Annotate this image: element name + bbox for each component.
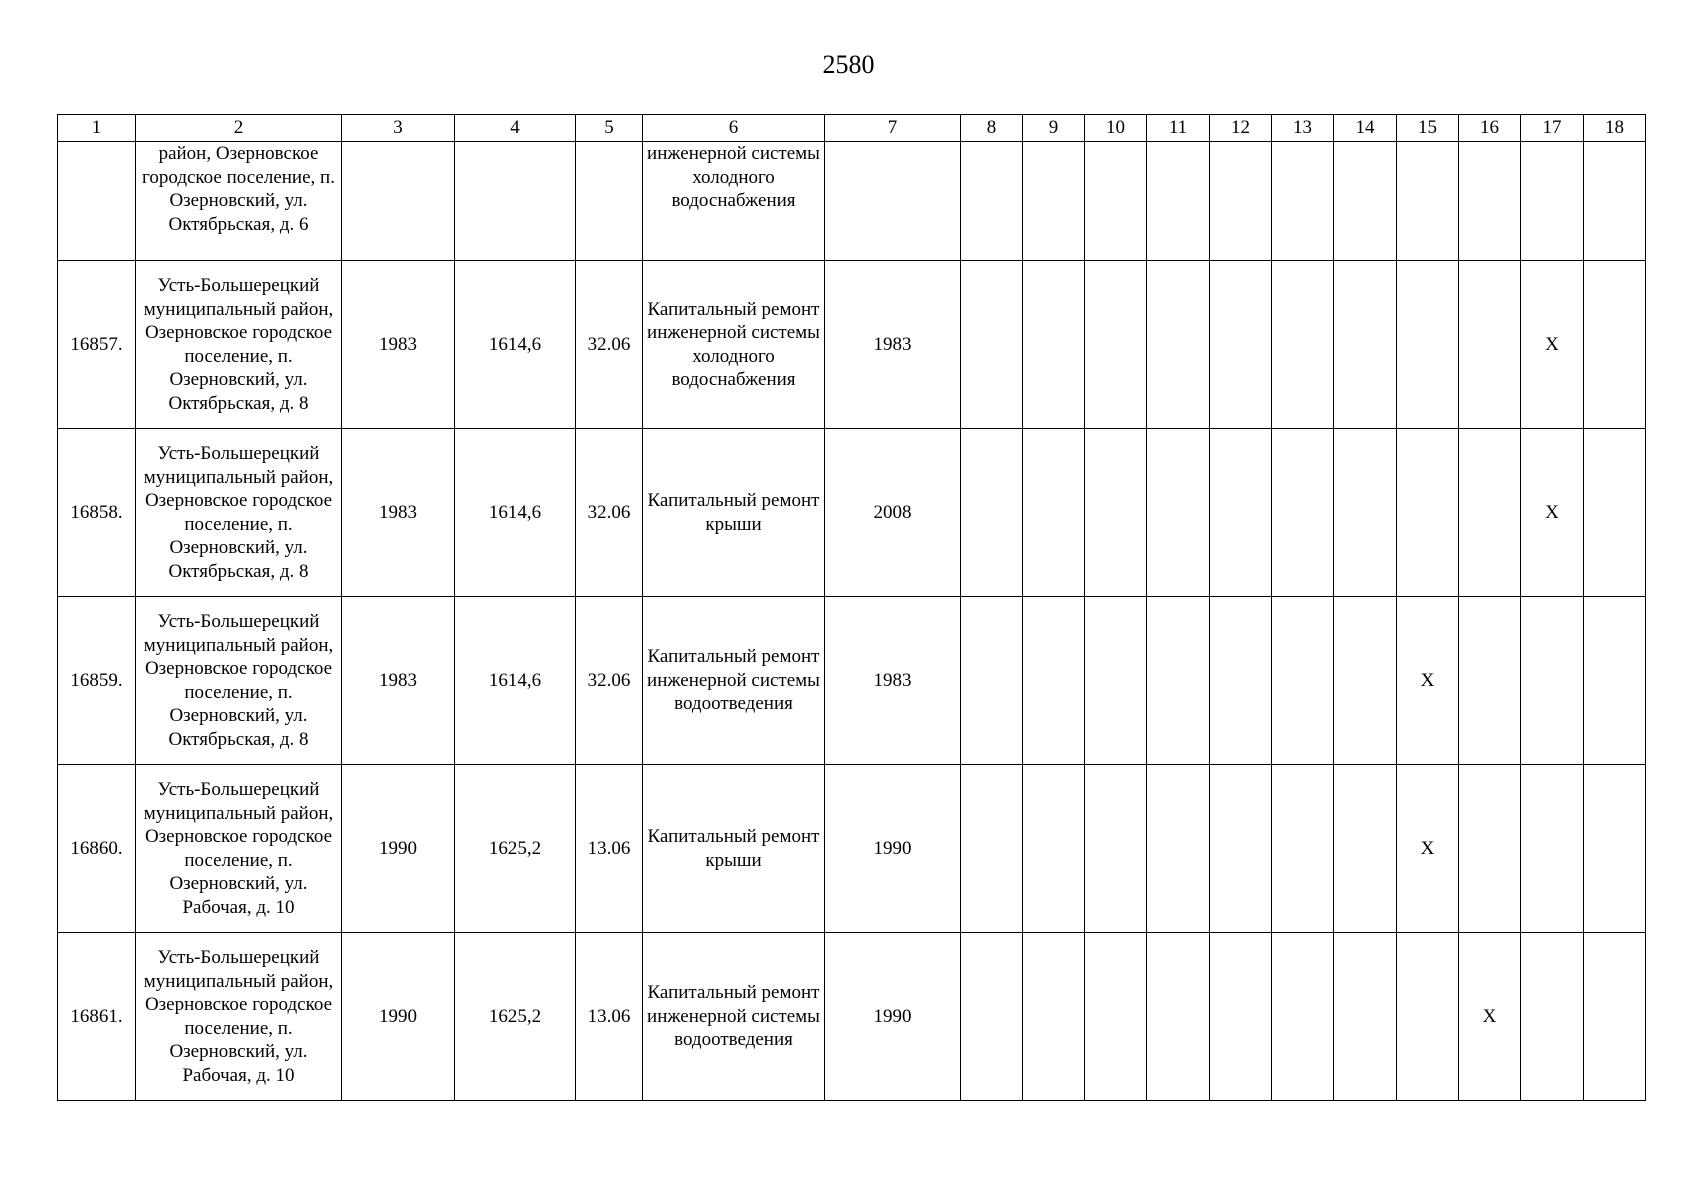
mark-cell [1272, 933, 1334, 1101]
area-cell: 1614,6 [455, 597, 576, 765]
mark-cell [1521, 142, 1584, 261]
address-cell: Усть-Большерецкий муниципальный район, Озерновское городское поселение, п. Озерновский, ул. Октябрьская, д. 8 [136, 597, 342, 765]
mark-cell [1584, 429, 1646, 597]
mark-cell [1334, 142, 1397, 261]
mark-cell [1210, 933, 1272, 1101]
mark-cell [1210, 597, 1272, 765]
work-type-cell: Капитальный ремонт инженерной системы водоотведения [643, 933, 825, 1101]
code-cell: 13.06 [576, 933, 643, 1101]
mark-cell [961, 765, 1023, 933]
code-cell: 13.06 [576, 765, 643, 933]
column-header: 14 [1334, 115, 1397, 142]
mark-cell [961, 261, 1023, 429]
mark-cell [1521, 765, 1584, 933]
column-header: 4 [455, 115, 576, 142]
address-cell: район, Озерновское городское поселение, п. Озерновский, ул. Октябрьская, д. 6 [136, 142, 342, 261]
table-row [58, 933, 1646, 1101]
mark-cell [1147, 597, 1210, 765]
table-row [58, 429, 1646, 597]
mark-cell [1397, 429, 1459, 597]
year-built-cell: 1983 [342, 429, 455, 597]
mark-cell [1397, 261, 1459, 429]
mark-cell: X [1459, 933, 1521, 1101]
mark-cell [1023, 765, 1085, 933]
year-built-cell: 1983 [342, 597, 455, 765]
work-year-cell: 1983 [825, 597, 961, 765]
mark-cell: X [1397, 765, 1459, 933]
column-header: 7 [825, 115, 961, 142]
column-header: 18 [1584, 115, 1646, 142]
row-number-cell: 16858. [58, 429, 136, 597]
mark-cell [1459, 765, 1521, 933]
work-type-cell: инженерной системы холодного водоснабжения [643, 142, 825, 261]
area-cell [455, 142, 576, 261]
mark-cell [1085, 933, 1147, 1101]
mark-cell [1521, 933, 1584, 1101]
column-header: 2 [136, 115, 342, 142]
address-cell: Усть-Большерецкий муниципальный район, Озерновское городское поселение, п. Озерновский, ул. Рабочая, д. 10 [136, 933, 342, 1101]
mark-cell [1147, 142, 1210, 261]
area-cell: 1614,6 [455, 261, 576, 429]
work-year-cell: 1990 [825, 765, 961, 933]
address-cell: Усть-Большерецкий муниципальный район, Озерновское городское поселение, п. Озерновский, ул. Рабочая, д. 10 [136, 765, 342, 933]
mark-cell [961, 142, 1023, 261]
address-cell: Усть-Большерецкий муниципальный район, Озерновское городское поселение, п. Озерновский, ул. Октябрьская, д. 8 [136, 261, 342, 429]
mark-cell [1085, 429, 1147, 597]
mark-cell [1085, 765, 1147, 933]
address-cell: Усть-Большерецкий муниципальный район, Озерновское городское поселение, п. Озерновский, ул. Октябрьская, д. 8 [136, 429, 342, 597]
mark-cell [1334, 261, 1397, 429]
area-cell: 1614,6 [455, 429, 576, 597]
mark-cell [1459, 142, 1521, 261]
mark-cell [1147, 765, 1210, 933]
year-built-cell: 1990 [342, 765, 455, 933]
row-number-cell: 16861. [58, 933, 136, 1101]
mark-cell [1334, 429, 1397, 597]
mark-cell [961, 597, 1023, 765]
column-header: 10 [1085, 115, 1147, 142]
mark-cell [1521, 597, 1584, 765]
mark-cell [1272, 765, 1334, 933]
column-header: 11 [1147, 115, 1210, 142]
column-header: 1 [58, 115, 136, 142]
code-cell: 32.06 [576, 429, 643, 597]
mark-cell [1459, 261, 1521, 429]
mark-cell: X [1521, 429, 1584, 597]
mark-cell [1023, 429, 1085, 597]
table-row [58, 765, 1646, 933]
column-header: 13 [1272, 115, 1334, 142]
code-cell [576, 142, 643, 261]
mark-cell: X [1521, 261, 1584, 429]
column-header: 9 [1023, 115, 1085, 142]
mark-cell [1023, 142, 1085, 261]
mark-cell [1397, 142, 1459, 261]
mark-cell [1459, 597, 1521, 765]
row-number-cell: 16860. [58, 765, 136, 933]
mark-cell [1210, 429, 1272, 597]
work-year-cell [825, 142, 961, 261]
mark-cell [1584, 142, 1646, 261]
mark-cell [1085, 597, 1147, 765]
mark-cell [1210, 261, 1272, 429]
column-header: 15 [1397, 115, 1459, 142]
column-header: 16 [1459, 115, 1521, 142]
table-row [58, 261, 1646, 429]
column-header: 3 [342, 115, 455, 142]
mark-cell [1272, 429, 1334, 597]
work-type-cell: Капитальный ремонт инженерной системы водоотведения [643, 597, 825, 765]
mark-cell [1147, 261, 1210, 429]
mark-cell [1272, 261, 1334, 429]
mark-cell [1023, 597, 1085, 765]
table-row [58, 597, 1646, 765]
page-number: 2580 [822, 50, 875, 79]
work-year-cell: 2008 [825, 429, 961, 597]
code-cell: 32.06 [576, 597, 643, 765]
work-type-cell: Капитальный ремонт инженерной системы холодного водоснабжения [643, 261, 825, 429]
work-year-cell: 1983 [825, 261, 961, 429]
area-cell: 1625,2 [455, 933, 576, 1101]
row-number-cell [58, 142, 136, 261]
work-type-cell: Капитальный ремонт крыши [643, 765, 825, 933]
column-header: 12 [1210, 115, 1272, 142]
column-header: 5 [576, 115, 643, 142]
mark-cell [1334, 597, 1397, 765]
mark-cell [1334, 933, 1397, 1101]
mark-cell [1210, 765, 1272, 933]
mark-cell [1147, 429, 1210, 597]
header-row [58, 115, 1646, 142]
mark-cell [1397, 933, 1459, 1101]
column-header: 6 [643, 115, 825, 142]
work-year-cell: 1990 [825, 933, 961, 1101]
table-row [58, 142, 1646, 261]
code-cell: 32.06 [576, 261, 643, 429]
area-cell: 1625,2 [455, 765, 576, 933]
mark-cell [1085, 261, 1147, 429]
mark-cell [1272, 597, 1334, 765]
mark-cell: X [1397, 597, 1459, 765]
mark-cell [1023, 933, 1085, 1101]
work-type-cell: Капитальный ремонт крыши [643, 429, 825, 597]
column-header: 8 [961, 115, 1023, 142]
year-built-cell: 1990 [342, 933, 455, 1101]
row-number-cell: 16859. [58, 597, 136, 765]
mark-cell [1584, 933, 1646, 1101]
year-built-cell [342, 142, 455, 261]
mark-cell [1584, 597, 1646, 765]
program-table [57, 114, 1646, 1101]
mark-cell [1272, 142, 1334, 261]
mark-cell [961, 429, 1023, 597]
mark-cell [1085, 142, 1147, 261]
mark-cell [1334, 765, 1397, 933]
year-built-cell: 1983 [342, 261, 455, 429]
mark-cell [1584, 261, 1646, 429]
mark-cell [1459, 429, 1521, 597]
column-header: 17 [1521, 115, 1584, 142]
row-number-cell: 16857. [58, 261, 136, 429]
mark-cell [1210, 142, 1272, 261]
mark-cell [1584, 765, 1646, 933]
mark-cell [961, 933, 1023, 1101]
mark-cell [1023, 261, 1085, 429]
mark-cell [1147, 933, 1210, 1101]
